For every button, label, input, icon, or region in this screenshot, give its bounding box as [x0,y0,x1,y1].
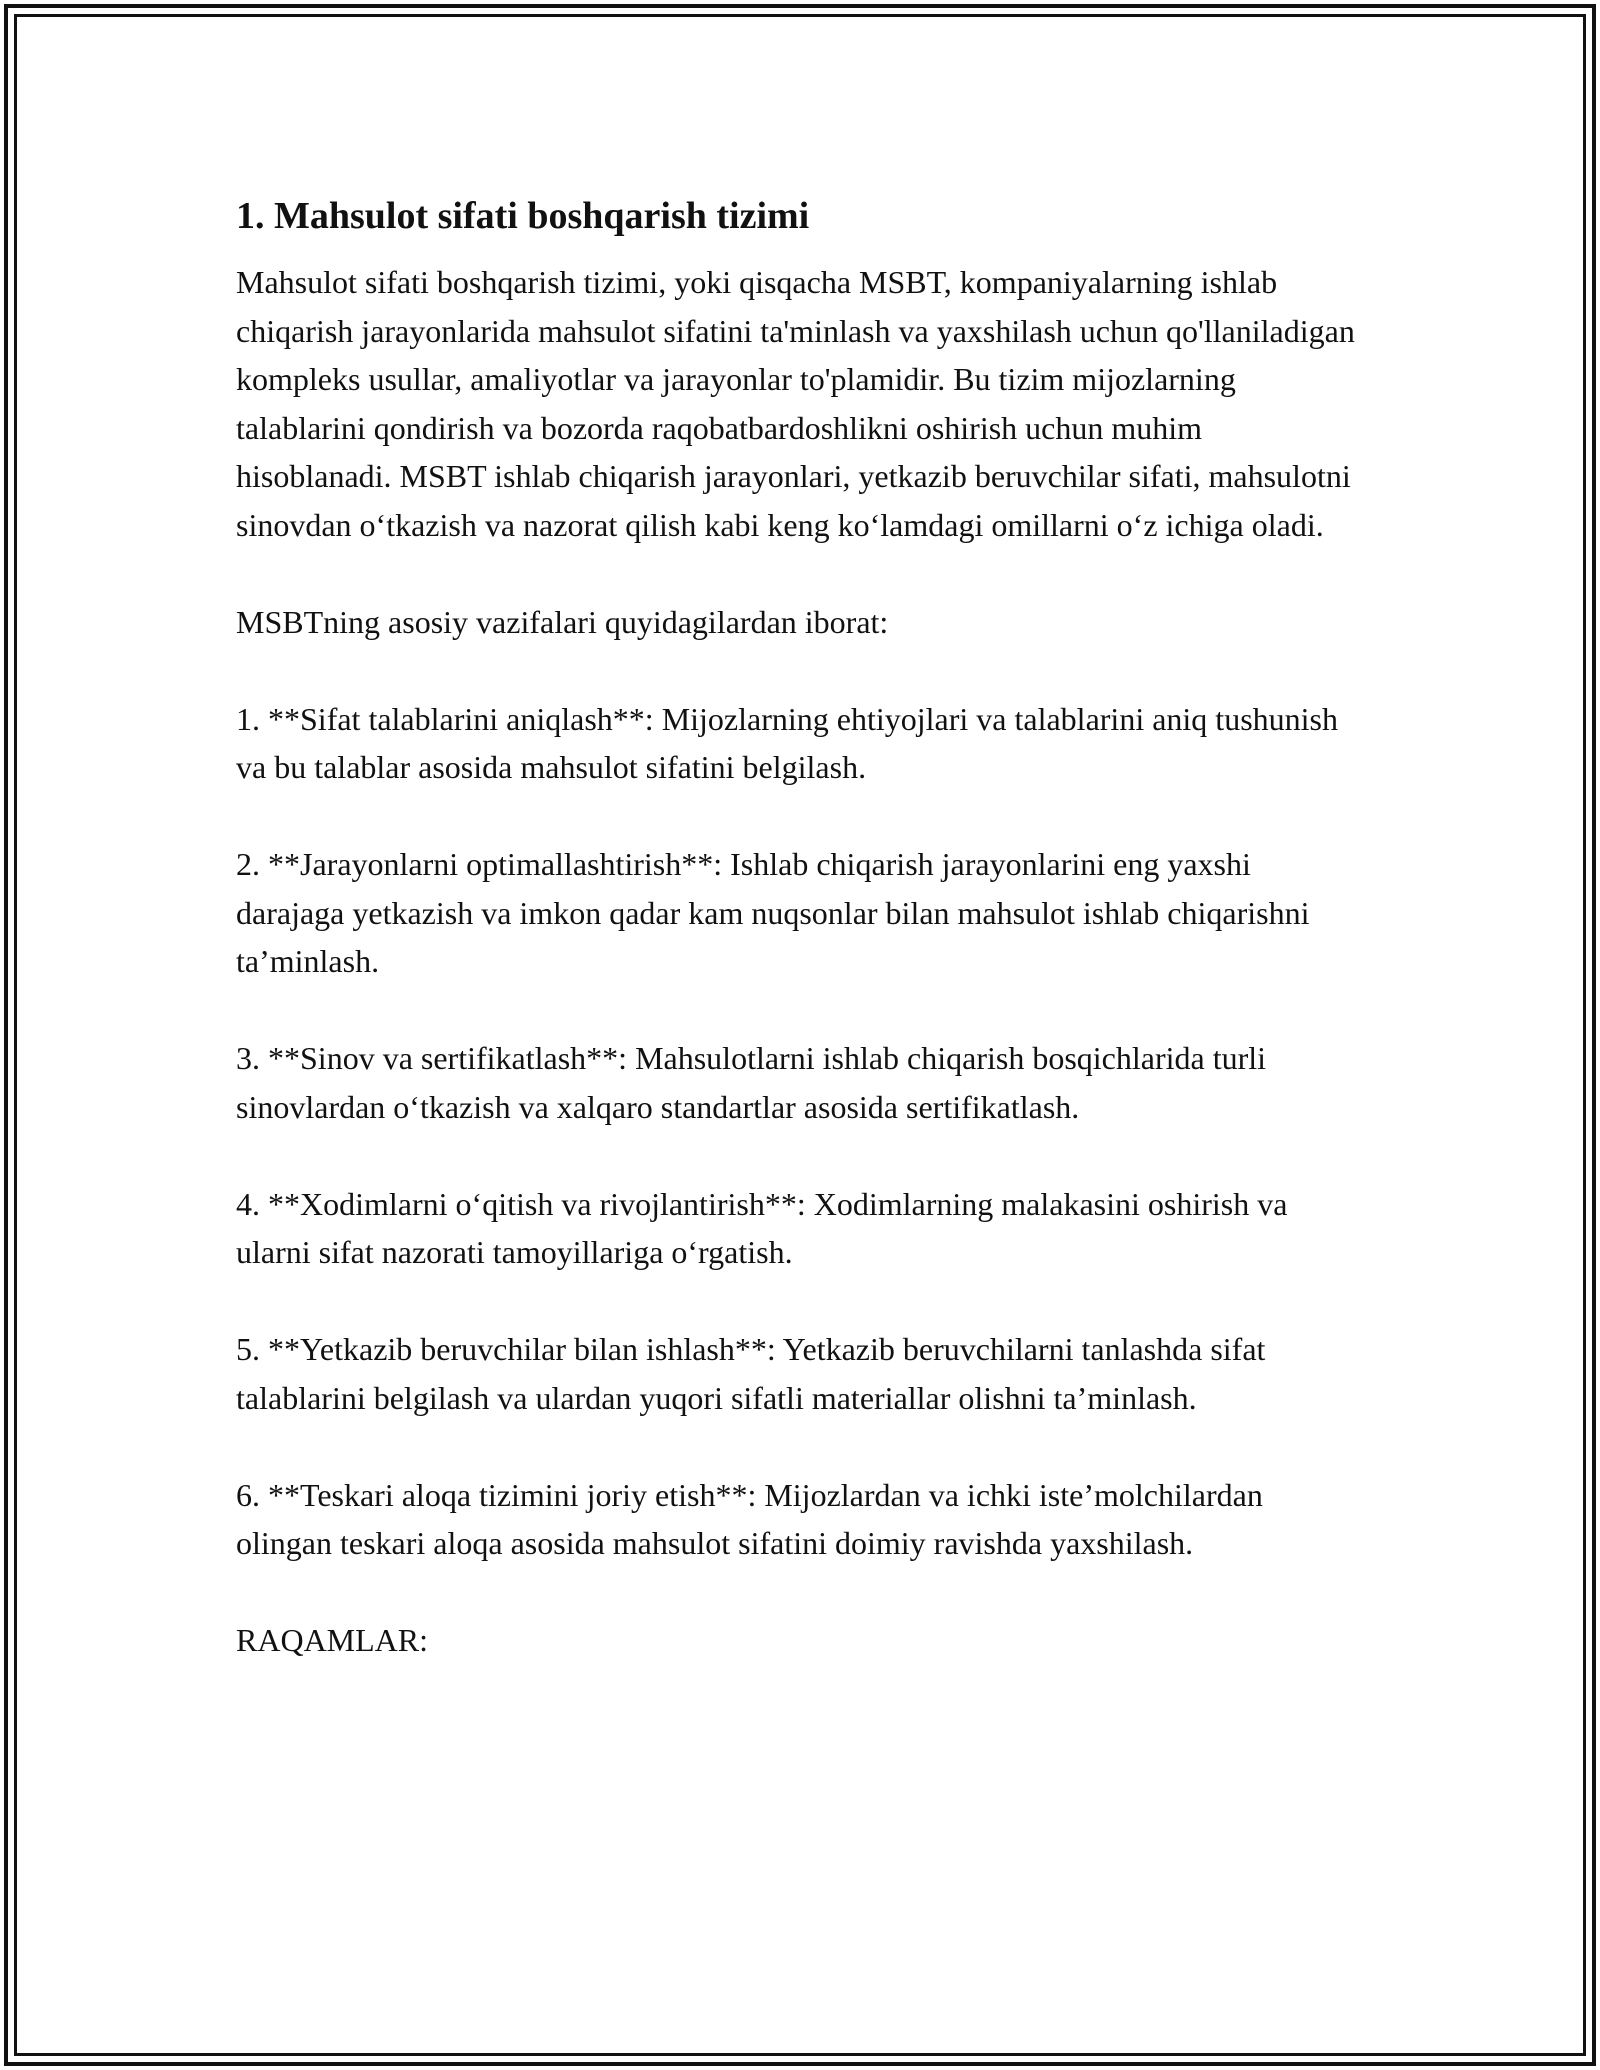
closing-label: RAQAMLAR: [236,1622,429,1658]
list-item: 1. **Sifat talablarini aniqlash**: Mijozlarning ehtiyojlari va talablarini aniq tushunish va bu talablar asosida mahsulot sifatini belgilash. [236,700,1338,785]
list-item: 2. **Jarayonlarni optimallashtirish**: Ishlab chiqarish jarayonlarini eng yaxshi darajaga yetkazish va imkon qadar kam nuqsonlar bilan mahsulot ishlab chiqarishni ta’minlash. [236,846,1310,979]
list-item: 4. **Xodimlarni o‘qitish va rivojlantirish**: Xodimlarning malakasini oshirish va ularni sifat nazorati tamoyillariga o‘rgatish. [236,1185,1288,1270]
document-title: 1. Mahsulot sifati boshqarish tizimi [236,195,810,237]
list-item: 3. **Sinov va sertifikatlash**: Mahsulotlarni ishlab chiqarish bosqichlarida turli sinovlardan o‘tkazish va xalqaro standartlar asosida sertifikatlash. [236,1040,1267,1125]
list-item: 5. **Yetkazib beruvchilar bilan ishlash**: Yetkazib beruvchilarni tanlashda sifat talablarini belgilash va ulardan yuqori sifatli materiallar olishni ta’minlash. [236,1331,1266,1416]
tasks-heading: MSBTning asosiy vazifalari quyidagilardan iborat: [236,603,889,640]
intro-paragraph: Mahsulot sifati boshqarish tizimi, yoki qisqacha MSBT, kompaniyalarning ishlab chiqarish jarayonlarida mahsulot sifatini ta'minlash va yaxshilash uchun qo'llaniladigan kompleks usullar, amaliyotlar va jarayonlar to'plamidir. Bu tizim mijozlarning talablarini qondirish va bozorda raqobatbardoshlikni oshirish uchun muhim hisoblanadi. MSBT ishlab chiqarish jarayonlari, yetkazib beruvchilar sifati, mahsulotni sinovdan o‘tkazish va nazorat qilish kabi keng ko‘lamdagi omillarni o‘z ichiga oladi. [236,264,1355,543]
document-body [236,188,1356,1713]
list-item: 6. **Teskari aloqa tizimini joriy etish**: Mijozlardan va ichki iste’molchilardan olingan teskari aloqa asosida mahsulot sifatini doimiy ravishda yaxshilash. [236,1476,1263,1561]
